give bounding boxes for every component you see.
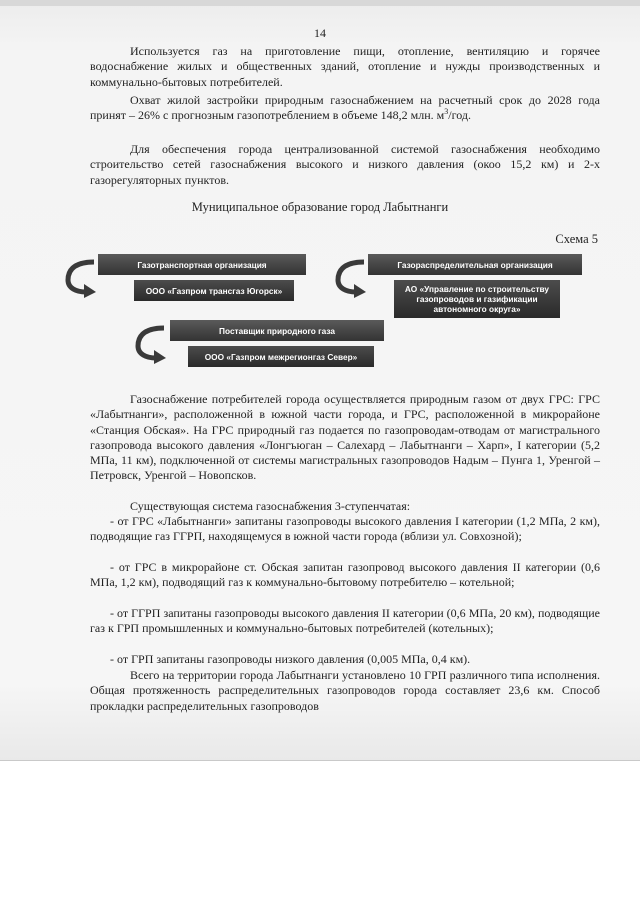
page-number: 14: [314, 26, 326, 40]
paragraph: Используется газ на приготовление пищи, отопление, вентиляцию и горячее водоснабжение жилых и общественных зданий, отопление и нужды производственных и коммунально-бытовых потребителей.: [90, 44, 600, 89]
org-diagram: [0, 248, 640, 380]
paragraph: Газоснабжение потребителей города осуществляется природным газом от двух ГРС: ГРС «Лабытнанги», расположенной в южной части города, и ГРС, расположенной в микрорайоне «Станция Обская». На ГРС природный газ подается по газопроводам-отводам от магистрального газопровода высокого давления «Лонгъюган – Салехард – Лабытнанги – Харп», I категории (5,2 МПа, 11 км), подключенной от системы магистральных газопроводов Надым – Пунга 1, Уренгой – Петровск, Уренгой – Новопсков.: [90, 392, 600, 483]
gas-distribution-org-box: Газораспределительная организация: [368, 254, 582, 275]
management-org-box: АО «Управление по строительству газопроводов и газификации автономного округа»: [394, 280, 560, 318]
supplier-box: Поставщик природного газа: [170, 320, 384, 341]
paragraph: Существующая система газоснабжения 3-ступенчатая:: [130, 499, 411, 513]
curved-arrow-icon: [62, 258, 102, 298]
paragraph: Всего на территории города Лабытнанги установлено 10 ГРП различного типа исполнения. Общая протяженность распределительных газопроводов города составляет 23,6 км. Способ прокладки распределительных газопроводов: [90, 668, 600, 713]
gazprom-mezhregiongaz-box: ООО «Газпром межрегионгаз Север»: [188, 346, 374, 367]
scan-edge: [0, 0, 640, 6]
list-item: - от ГГРП запитаны газопроводы высокого давления II категории (0,6 МПа, 20 км), подводящие газ к ГРП промышленных и коммунально-бытовых потребителей (котельных);: [90, 606, 600, 636]
schema-label: Схема 5: [555, 232, 598, 246]
paragraph: Для обеспечения города централизованной системой газоснабжения необходимо строительство сетей газоснабжения высокого и низкого давления (окоо 15,2 км) и 2-х газорегуляторных пунктов.: [90, 142, 600, 187]
curved-arrow-icon: [332, 258, 372, 298]
list-item: - от ГРС в микрорайоне ст. Обская запитан газопровод высокого давления II категории (0,6 МПа, 1,2 км), подводящий газ к коммунально-бытовому потребителю – котельной;: [90, 560, 600, 590]
section-heading: Муниципальное образование город Лабытнанги: [191, 200, 449, 214]
paragraph: Охват жилой застройки природным газоснабжением на расчетный срок до 2028 года принят – 26% с прогнозным газопотреблением в объеме 148,2 млн. $м^3$/год.: [90, 93, 600, 123]
gas-transport-org-box: Газотранспортная организация: [98, 254, 306, 275]
list-item: - от ГРП запитаны газопроводы низкого давления (0,005 МПа, 0,4 км).: [110, 652, 471, 666]
curved-arrow-icon: [132, 324, 172, 364]
gazprom-transgaz-box: ООО «Газпром трансгаз Югорск»: [134, 280, 294, 301]
list-item: - от ГРС «Лабытнанги» запитаны газопроводы высокого давления I категории (1,2 МПа, 2 км), подводящие газ ГГРП, находящемуся в южной части города (вблизи ул. Совхозной);: [90, 514, 600, 544]
